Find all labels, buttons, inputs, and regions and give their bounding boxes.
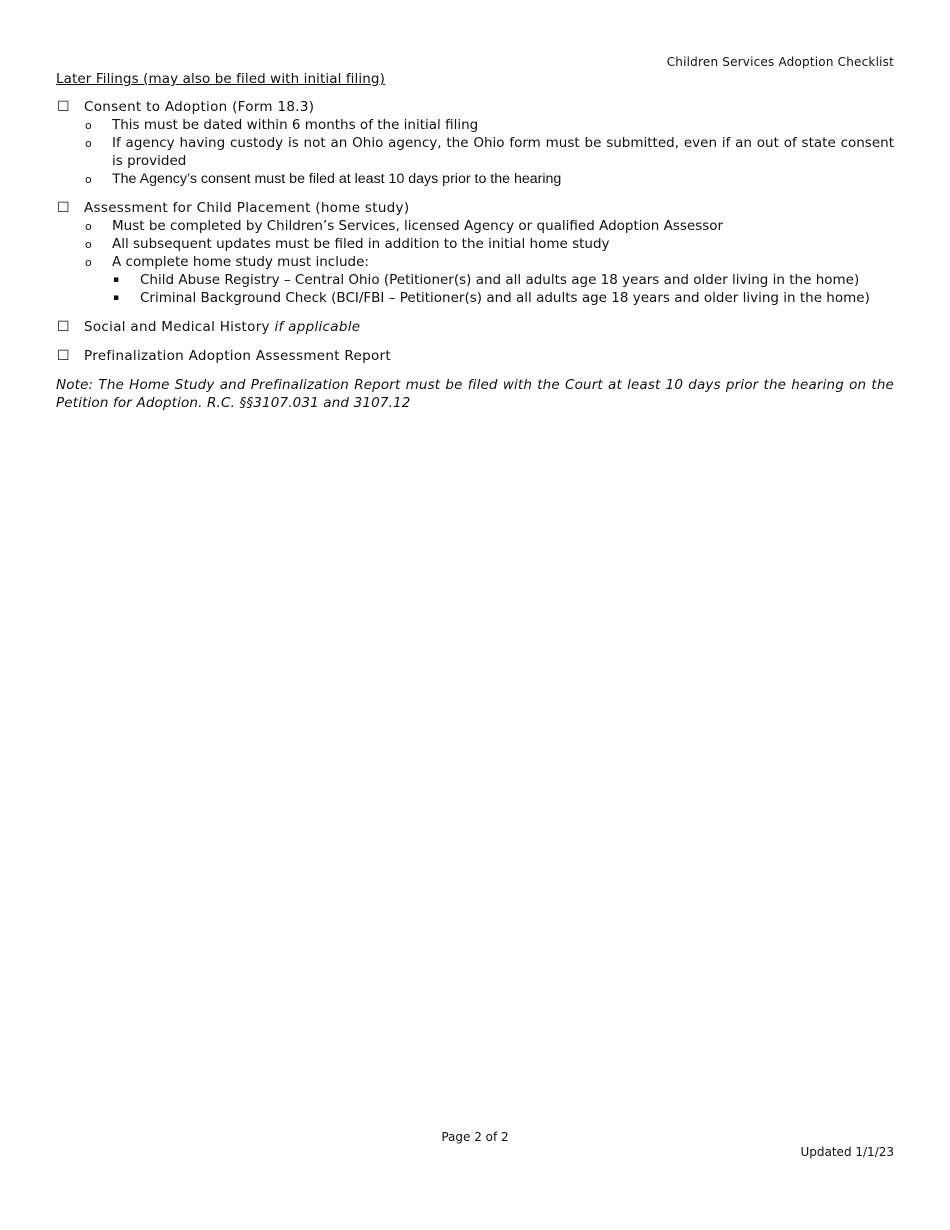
checkbox-icon[interactable]: ☐ <box>57 99 70 115</box>
checklist <box>56 98 894 412</box>
circle-bullet-icon: o <box>85 137 92 150</box>
checklist-item-prefinalization-report <box>56 347 894 365</box>
sub-item-text: Must be completed by Children’s Services, licensed Agency or qualified Adoption Assessor <box>112 218 724 234</box>
sub-item-text: All subsequent updates must be filed in addition to the initial home study <box>112 236 610 252</box>
checklist-item-social-medical-history <box>56 318 894 336</box>
document-header-title: Children Services Adoption Checklist <box>666 55 894 69</box>
checkbox-icon[interactable]: ☐ <box>57 319 70 335</box>
checklist-item-consent <box>56 98 894 188</box>
sub-sub-item-text: Criminal Background Check (BCI/FBI – Petitioner(s) and all adults age 18 years and older living in the home) <box>140 290 870 306</box>
checklist-item-title: Assessment for Child Placement (home study) <box>84 200 410 216</box>
sub-item <box>84 116 894 134</box>
checklist-item-qualifier: if applicable <box>274 319 361 335</box>
circle-bullet-icon: o <box>85 238 92 251</box>
circle-bullet-icon: o <box>85 256 92 269</box>
sub-item <box>84 235 894 253</box>
section-heading: Later Filings (may also be filed with initial filing) <box>56 71 385 87</box>
sub-item-text: The Agency’s consent must be filed at least 10 days prior to the hearing <box>112 171 562 187</box>
sub-item <box>84 170 894 188</box>
checklist-item-title: Consent to Adoption (Form 18.3) <box>84 99 315 115</box>
checklist-item-title: Social and Medical History <box>84 319 270 335</box>
circle-bullet-icon: o <box>85 119 92 132</box>
checklist-item-home-study <box>56 199 894 307</box>
circle-bullet-icon: o <box>85 173 92 186</box>
sub-item <box>84 217 894 235</box>
sub-item <box>84 134 894 170</box>
sub-sub-item <box>84 289 894 307</box>
checklist-item-title: Prefinalization Adoption Assessment Report <box>84 348 391 364</box>
sub-item-text: If agency having custody is not an Ohio agency, the Ohio form must be submitted, even if an out of state consent is provided <box>112 135 894 169</box>
sub-sub-item <box>84 271 894 289</box>
sub-item-text: This must be dated within 6 months of the initial filing <box>112 117 479 133</box>
square-bullet-icon: ▪ <box>113 293 120 303</box>
updated-date: Updated 1/1/23 <box>800 1145 894 1159</box>
checklist-item-title-row <box>84 318 894 336</box>
note-paragraph: Note: The Home Study and Prefinalization Report must be filed with the Court at least 10 days prior the hearing on the Petition for Adoption. R.C. §§3107.031 and 3107.12 <box>56 377 894 411</box>
checkbox-icon[interactable]: ☐ <box>57 348 70 364</box>
sub-item-text: A complete home study must include: <box>112 254 369 270</box>
sub-item <box>84 253 894 271</box>
checkbox-icon[interactable]: ☐ <box>57 200 70 216</box>
sub-sub-item-text: Child Abuse Registry – Central Ohio (Petitioner(s) and all adults age 18 years and older living in the home) <box>140 272 860 288</box>
circle-bullet-icon: o <box>85 220 92 233</box>
square-bullet-icon: ▪ <box>113 275 120 285</box>
page-number: Page 2 of 2 <box>441 1130 509 1144</box>
